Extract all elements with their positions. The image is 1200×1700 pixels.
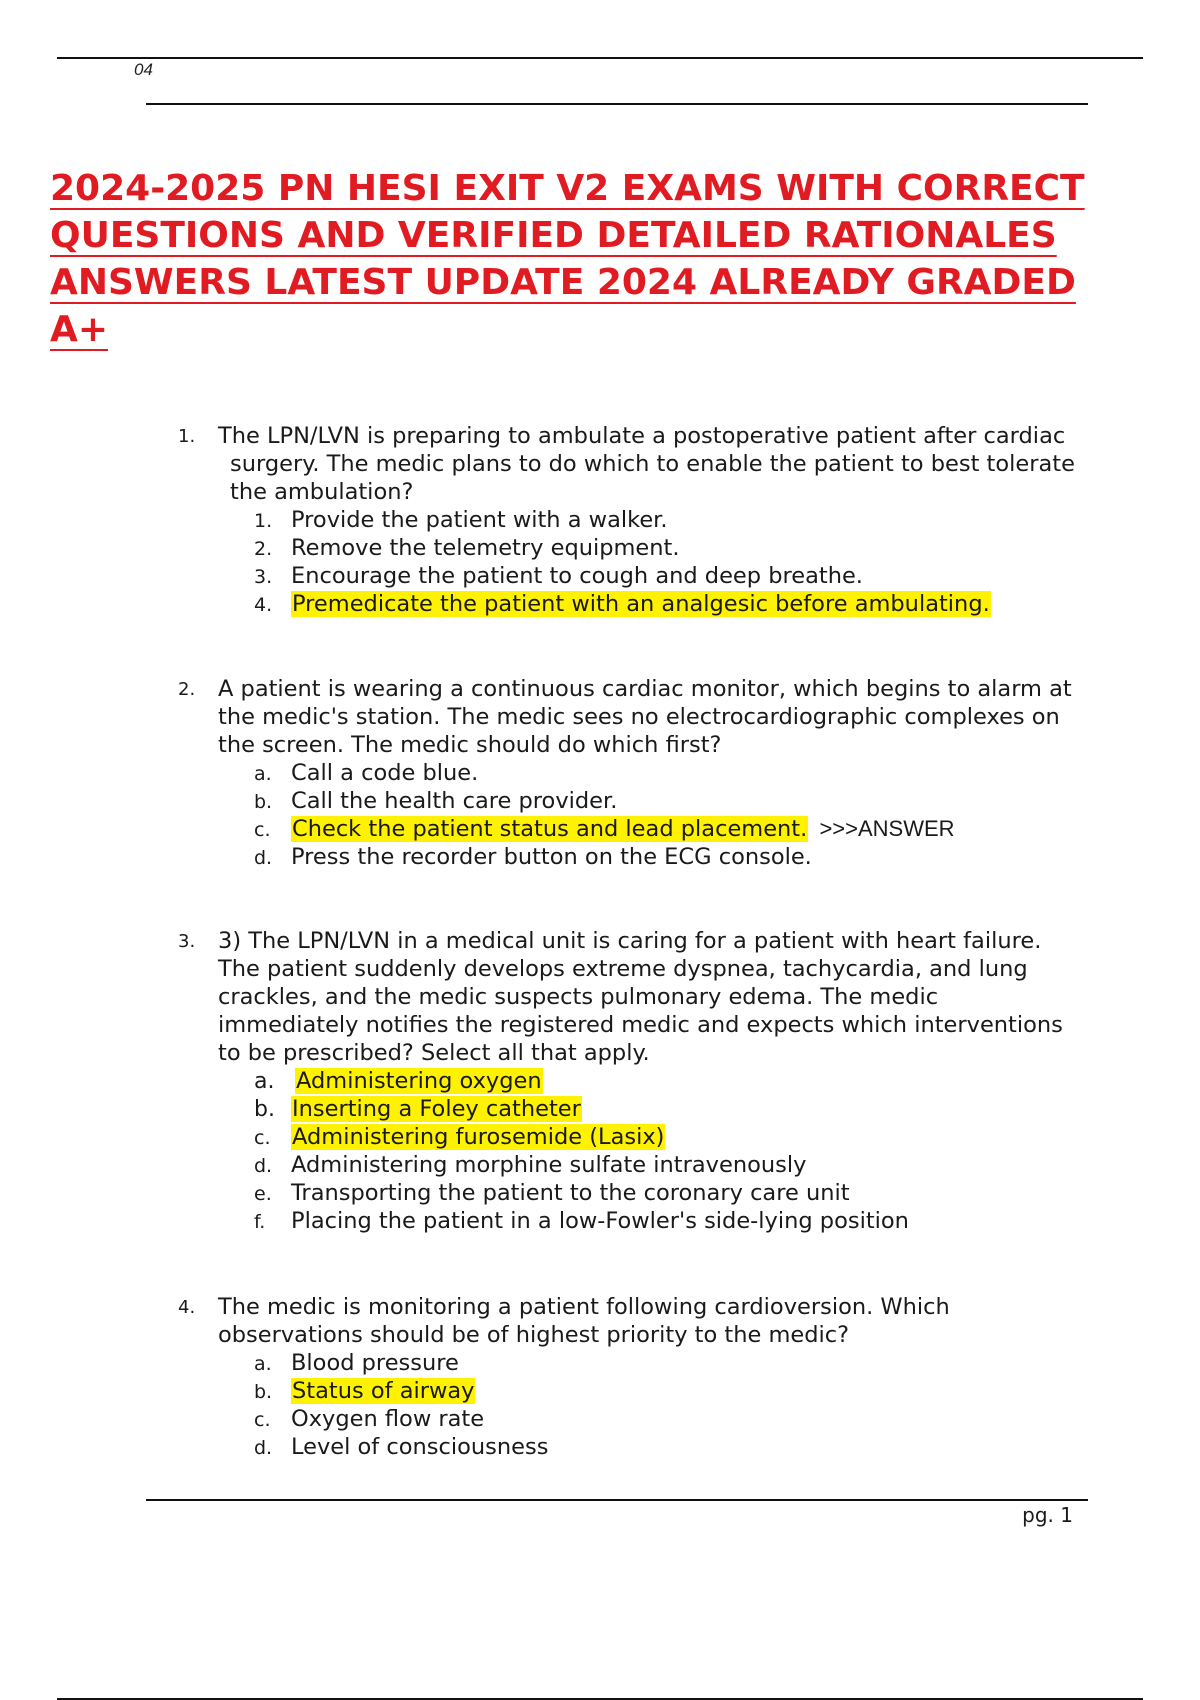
option-text: Remove the telemetry equipment. — [291, 535, 680, 561]
option-marker: d. — [254, 1155, 273, 1177]
option-marker: a. — [254, 1353, 272, 1375]
option-marker: a. — [254, 763, 272, 785]
option-marker: d. — [254, 847, 273, 869]
option-text: Level of consciousness — [291, 1434, 549, 1460]
option-marker: 2. — [254, 538, 273, 560]
option-item — [178, 1433, 1078, 1461]
option-marker: c. — [254, 1409, 271, 1431]
question-number: 1. — [178, 426, 196, 447]
question-1 — [178, 422, 1078, 618]
highlighted-answer: Premedicate the patient with an analgesic before ambulating. — [292, 591, 990, 617]
option-item-correct — [178, 1067, 1078, 1095]
footer-rule — [146, 1499, 1088, 1501]
option-item — [178, 759, 1078, 787]
question-stem: The medic is monitoring a patient following cardioversion. Which observations should be of highest priority to the medic? — [218, 1294, 950, 1348]
option-marker: 1. — [254, 510, 273, 532]
question-number: 3. — [178, 931, 196, 952]
highlighted-answer: Administering furosemide (Lasix) — [292, 1124, 665, 1150]
header-inner-rule — [146, 103, 1088, 105]
option-text: Placing the patient in a low-Fowler's side-lying position — [291, 1208, 909, 1234]
option-text: Administering morphine sulfate intravenously — [291, 1152, 807, 1178]
option-marker: e. — [254, 1183, 272, 1205]
option-item-correct — [178, 590, 1078, 618]
option-item — [178, 1207, 1078, 1235]
option-text: Press the recorder button on the ECG console. — [291, 844, 812, 870]
title-line: 2024-2025 PN HESI EXIT V2 EXAMS WITH CORRECT — [50, 168, 1085, 209]
option-text: Call the health care provider. — [291, 788, 618, 814]
question-3 — [178, 927, 1078, 1235]
question-stem: The LPN/LVN is preparing to ambulate a postoperative patient after cardiac surgery. The medic plans to do which to enable the patient to best tolerate the ambulation? — [218, 423, 1075, 505]
option-marker: d. — [254, 1437, 273, 1459]
option-item — [178, 1405, 1078, 1433]
question-4 — [178, 1293, 1078, 1461]
option-marker: a. — [254, 1069, 275, 1094]
option-marker: f. — [254, 1211, 266, 1233]
option-item — [178, 506, 1078, 534]
option-list — [178, 506, 1078, 618]
option-item-correct — [178, 815, 1078, 843]
option-list — [178, 759, 1078, 871]
option-item — [178, 1349, 1078, 1377]
option-item-correct — [178, 1377, 1078, 1405]
option-marker: b. — [254, 1381, 273, 1403]
option-text: Blood pressure — [291, 1350, 459, 1376]
page-number: pg. 1 — [1022, 1503, 1073, 1527]
option-text: Oxygen flow rate — [291, 1406, 485, 1432]
highlighted-answer: Check the patient status and lead placement. — [292, 816, 808, 842]
question-stem: 3) The LPN/LVN in a medical unit is caring for a patient with heart failure. The patient suddenly develops extreme dyspnea, tachycardia, and lung crackles, and the medic suspects pulmonary edema. The medic immediately notifies the registered medic and expects which interventions to be prescribed? Select all that apply. — [218, 928, 1063, 1066]
header-outer-rule — [57, 57, 1143, 59]
option-item — [178, 534, 1078, 562]
question-number: 4. — [178, 1297, 196, 1318]
answer-tag: >>>ANSWER — [819, 816, 955, 841]
question-number: 2. — [178, 679, 196, 700]
highlighted-answer: Inserting a Foley catheter — [292, 1096, 581, 1122]
option-item-correct — [178, 1095, 1078, 1123]
question-stem: A patient is wearing a continuous cardiac monitor, which begins to alarm at the medic's station. The medic sees no electrocardiographic complexes on the screen. The medic should do which first? — [218, 676, 1072, 758]
option-item — [178, 562, 1078, 590]
option-list — [178, 1349, 1078, 1461]
option-text: Provide the patient with a walker. — [291, 507, 668, 533]
option-marker: 4. — [254, 594, 273, 616]
option-item — [178, 1151, 1078, 1179]
option-marker: 3. — [254, 566, 273, 588]
option-item — [178, 843, 1078, 871]
option-marker: c. — [254, 819, 271, 841]
title-line: ANSWERS LATEST UPDATE 2024 ALREADY GRADED A+ — [50, 262, 1076, 350]
question-2 — [178, 675, 1078, 871]
option-text: Call a code blue. — [291, 760, 479, 786]
title-line: QUESTIONS AND VERIFIED DETAILED RATIONALES — [50, 215, 1057, 256]
option-item — [178, 787, 1078, 815]
option-item — [178, 1179, 1078, 1207]
option-list — [178, 1067, 1078, 1235]
option-marker: c. — [254, 1127, 271, 1149]
option-item-correct — [178, 1123, 1078, 1151]
option-text: Transporting the patient to the coronary care unit — [291, 1180, 850, 1206]
highlighted-answer: Status of airway — [292, 1378, 475, 1404]
option-text: Encourage the patient to cough and deep breathe. — [291, 563, 863, 589]
document-title — [50, 165, 1130, 353]
header-code: 04 — [134, 60, 153, 79]
option-marker: b. — [254, 1097, 275, 1122]
option-marker: b. — [254, 791, 273, 813]
highlighted-answer: Administering oxygen — [296, 1068, 542, 1094]
